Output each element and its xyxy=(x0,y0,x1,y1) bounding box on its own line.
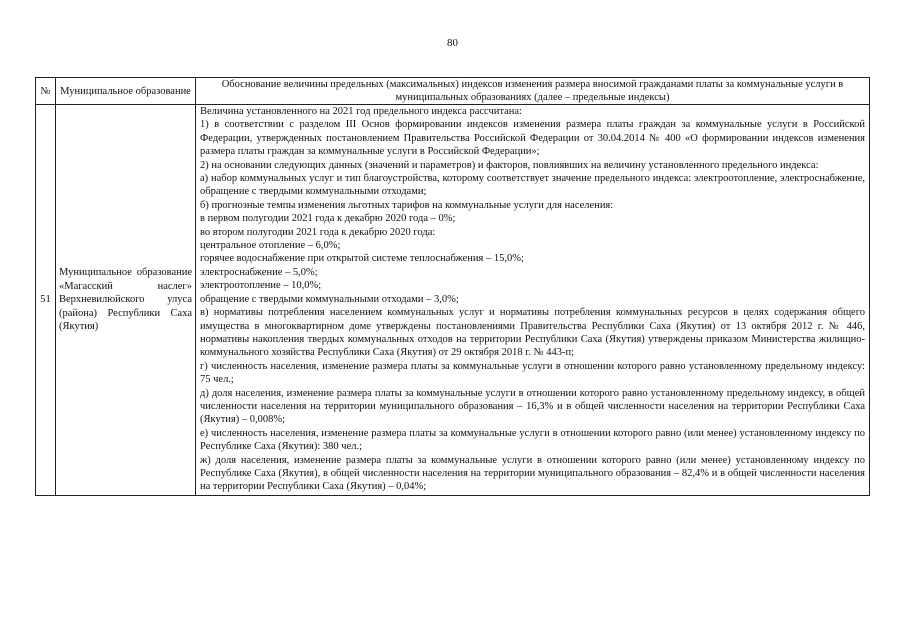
justification-paragraph: 1) в соответствии с разделом III Основ формировании индексов изменения размера платы граждан за коммунальные услуги в Российской Федерации, утвержденных постановлением Правительства Российской Федерации от 30.04.2014 № 400 «О формировании индексов изменения размера платы граждан за коммунальные услуги в Российской Федерации»; xyxy=(200,119,865,158)
justification-paragraph: 2) на основании следующих данных (значений и параметров) и факторов, повлиявших на величину установленного предельного индекса: xyxy=(200,159,819,171)
header-justification: Обоснование величины предельных (максимальных) индексов изменения размера вносимой гражданами платы за коммунальные услуги в муниципальных образованиях (далее – предельные индексы) xyxy=(196,78,870,105)
justification-paragraph: б) прогнозные темпы изменения льготных тарифов на коммунальные услуги для населения: xyxy=(200,199,614,211)
justification-paragraph: в) нормативы потребления населением коммунальных услуг и нормативы потребления коммунальных ресурсов в целях содержания общего имущества в многоквартирном доме утверждены постановлениями Правительства Республики Саха (Якутия) от 13 октября 2012 г. № 446, нормативы накопления твердых коммунальных отходов на территории Республики Саха (Якутия) утверждены приказом Министерства жилищно-коммунального хозяйства Республики Саха (Якутия) от 29 октября 2018 г. № 443-п; xyxy=(200,307,865,359)
justification-paragraph: д) доля населения, изменение размера платы за коммунальные услуги в отношении которого равно установленному предельному индексу, в общей численности населения на территории муниципального образования – 16,3% и в общей численности населения на территории Республики Саха (Якутия) – 0,008%; xyxy=(200,387,865,426)
justification-paragraph: обращение с твердыми коммунальными отходами – 3,0%; xyxy=(200,293,459,305)
row-number: 51 xyxy=(36,105,56,496)
justification-paragraph: горячее водоснабжение при открытой системе теплоснабжения – 15,0%; xyxy=(200,253,524,265)
justification-paragraph: а) набор коммунальных услуг и тип благоустройства, которому соответствует значение предельного индекса: электроотопление, электроснабжение, обращение с твердыми коммунальными отходами; xyxy=(200,173,865,198)
justification-paragraph: ж) доля населения, изменение размера платы за коммунальные услуги в отношении которого равно (или менее) установленному индексу по Республике Саха (Якутия), в общей численности населения на территории муниципального образования – 82,4% и в общей численности населения на территории Республики Саха (Якутия) – 0,04%; xyxy=(200,454,865,493)
page-number: 80 xyxy=(447,37,458,49)
header-number: № xyxy=(36,78,56,105)
justification-paragraph: центральное отопление – 6,0%; xyxy=(200,240,341,252)
table-header-row xyxy=(36,78,870,105)
justification-paragraph: Величина установленного на 2021 год предельного индекса рассчитана: xyxy=(200,106,522,117)
justification-cell xyxy=(196,105,870,496)
justification-paragraph: е) численность населения, изменение размера платы за коммунальные услуги в отношении которого равно (или менее) установленному индексу по Республике Саха (Якутия): 380 чел.; xyxy=(200,427,865,453)
indices-table xyxy=(35,77,870,496)
justification-paragraph: во втором полугодии 2021 года к декабрю 2020 года: xyxy=(200,226,436,238)
justification-paragraph: в первом полугодии 2021 года к декабрю 2020 года – 0%; xyxy=(200,213,456,225)
municipality-name: Муниципальное образование «Магасский наслег» Верхневилюйского улуса (района) Республики Саха (Якутия) xyxy=(56,105,196,496)
table-row xyxy=(36,105,870,496)
justification-paragraph: электроотопление – 10,0%; xyxy=(200,280,322,292)
header-municipality: Муниципальное образование xyxy=(56,78,196,105)
justification-paragraph: г) численность населения, изменение размера платы за коммунальные услуги в отношении которого равно установленному предельному индексу: 75 чел.; xyxy=(200,360,865,386)
justification-paragraph: электроснабжение – 5,0%; xyxy=(200,266,318,278)
